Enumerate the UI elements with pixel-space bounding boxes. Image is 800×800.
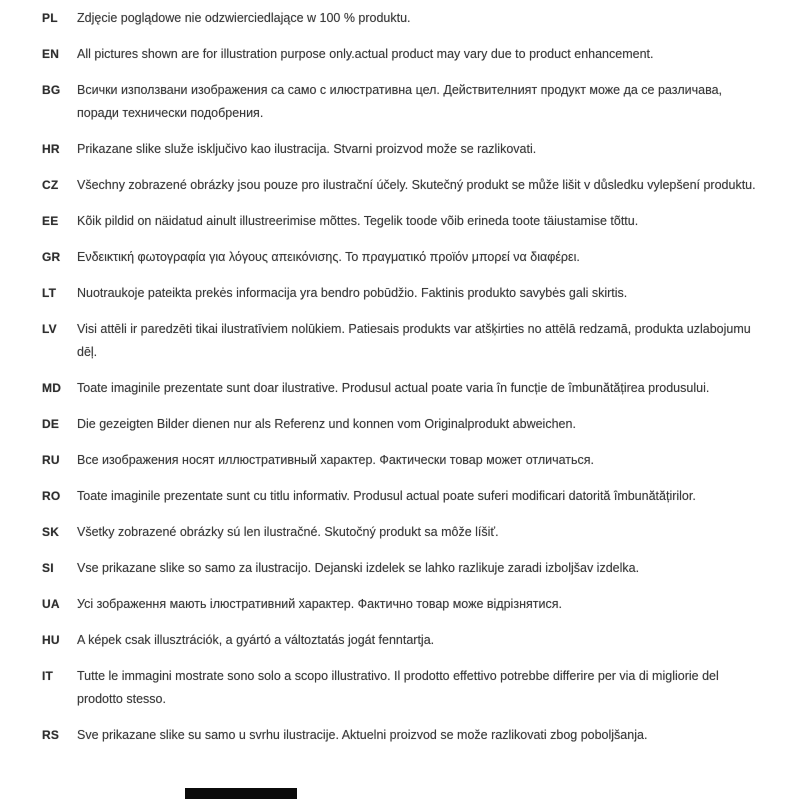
language-code-label: EN (42, 47, 60, 61)
disclaimer-text: Nuotraukoje pateikta prekės informacija yra bendro pobūdžio. Faktinis produkto savybės gali skirtis. (77, 286, 628, 300)
disclaimer-text: Všetky zobrazené obrázky sú len ilustračné. Skutočný produkt sa môže líšiť. (77, 525, 499, 539)
disclaimer-text: Die gezeigten Bilder dienen nur als Referenz und konnen vom Originalprodukt abweichen. (77, 417, 576, 431)
language-code-label: LV (42, 322, 57, 336)
disclaimer-text: A képek csak illusztrációk, a gyártó a változtatás jogát fenntartja. (77, 633, 435, 647)
disclaimer-text: Všechny zobrazené obrázky jsou pouze pro ilustrační účely. Skutečný produkt se může lišit v důsledku vylepšení produktu. (77, 178, 756, 192)
disclaimer-text: Prikazane slike služe isključivo kao ilustracija. Stvarni proizvod može se razlikovati. (77, 142, 537, 156)
disclaimer-row (42, 246, 758, 269)
disclaimer-text: Всички използвани изображения са само с илюстративна цел. Действителният продукт може да се различава, поради технически подобрения. (77, 83, 722, 120)
disclaimer-row (42, 174, 758, 197)
disclaimer-list (42, 7, 758, 747)
disclaimer-text: Tutte le immagini mostrate sono solo a scopo illustrativo. Il prodotto effettivo potrebbe differire per via di migliorie del prodotto stesso. (77, 669, 719, 706)
language-code-label: EE (42, 214, 59, 228)
language-code-label: IT (42, 669, 54, 683)
disclaimer-row (42, 377, 758, 400)
disclaimer-row (42, 43, 758, 66)
bottom-black-bar (185, 788, 297, 799)
disclaimer-row (42, 7, 758, 30)
language-code-label: HR (42, 142, 60, 156)
disclaimer-row (42, 138, 758, 161)
language-code-label: MD (42, 381, 62, 395)
language-code-label: SK (42, 525, 60, 539)
language-code-label: HU (42, 633, 60, 647)
disclaimer-row (42, 593, 758, 616)
disclaimer-row (42, 318, 758, 364)
disclaimer-text: Toate imaginile prezentate sunt doar ilustrative. Produsul actual poate varia în funcție de îmbunătățirea produsului. (77, 381, 710, 395)
language-code-label: PL (42, 11, 58, 25)
disclaimer-row (42, 210, 758, 233)
disclaimer-text: Все изображения носят иллюстративный характер. Фактически товар может отличаться. (77, 453, 595, 467)
disclaimer-text: Ενδεικτική φωτογραφία για λόγους απεικόνισης. Το πραγματικό προϊόν μπορεί να διαφέρει. (77, 250, 580, 264)
disclaimer-text: Kõik pildid on näidatud ainult illustreerimise mõttes. Tegelik toode võib erineda toote täiustamise tõttu. (77, 214, 639, 228)
language-code-label: RU (42, 453, 60, 467)
language-code-label: RO (42, 489, 61, 503)
language-code-label: SI (42, 561, 54, 575)
language-code-label: DE (42, 417, 60, 431)
disclaimer-row (42, 485, 758, 508)
language-code-label: CZ (42, 178, 59, 192)
disclaimer-row (42, 449, 758, 472)
disclaimer-row (42, 282, 758, 305)
language-code-label: UA (42, 597, 60, 611)
disclaimer-text: Toate imaginile prezentate sunt cu titlu informativ. Produsul actual poate suferi modificari datorită îmbunătățirilor. (77, 489, 696, 503)
disclaimer-row (42, 557, 758, 580)
disclaimer-row (42, 724, 758, 747)
language-code-label: GR (42, 250, 61, 264)
language-code-label: BG (42, 83, 61, 97)
language-code-label: RS (42, 728, 60, 742)
disclaimer-text: Sve prikazane slike su samo u svrhu ilustracije. Aktuelni proizvod se može razlikovati zbog poboljšanja. (77, 728, 648, 742)
disclaimer-text: All pictures shown are for illustration purpose only.actual product may vary due to product enhancement. (77, 47, 654, 61)
disclaimer-row (42, 413, 758, 436)
disclaimer-text: Усі зображення мають ілюстративний характер. Фактично товар може відрізнятися. (77, 597, 562, 611)
disclaimer-row (42, 79, 758, 125)
disclaimer-text: Vse prikazane slike so samo za ilustracijo. Dejanski izdelek se lahko razlikuje zaradi izboljšav izdelka. (77, 561, 640, 575)
language-code-label: LT (42, 286, 57, 300)
disclaimer-row (42, 665, 758, 711)
disclaimer-row (42, 629, 758, 652)
disclaimer-text: Zdjęcie poglądowe nie odzwierciedlające w 100 % produktu. (77, 11, 411, 25)
disclaimer-row (42, 521, 758, 544)
disclaimer-text: Visi attēli ir paredzēti tikai ilustratīviem nolūkiem. Patiesais produkts var atšķirties no attēlā redzamā, produkta uzlabojumu dēļ. (77, 322, 751, 359)
